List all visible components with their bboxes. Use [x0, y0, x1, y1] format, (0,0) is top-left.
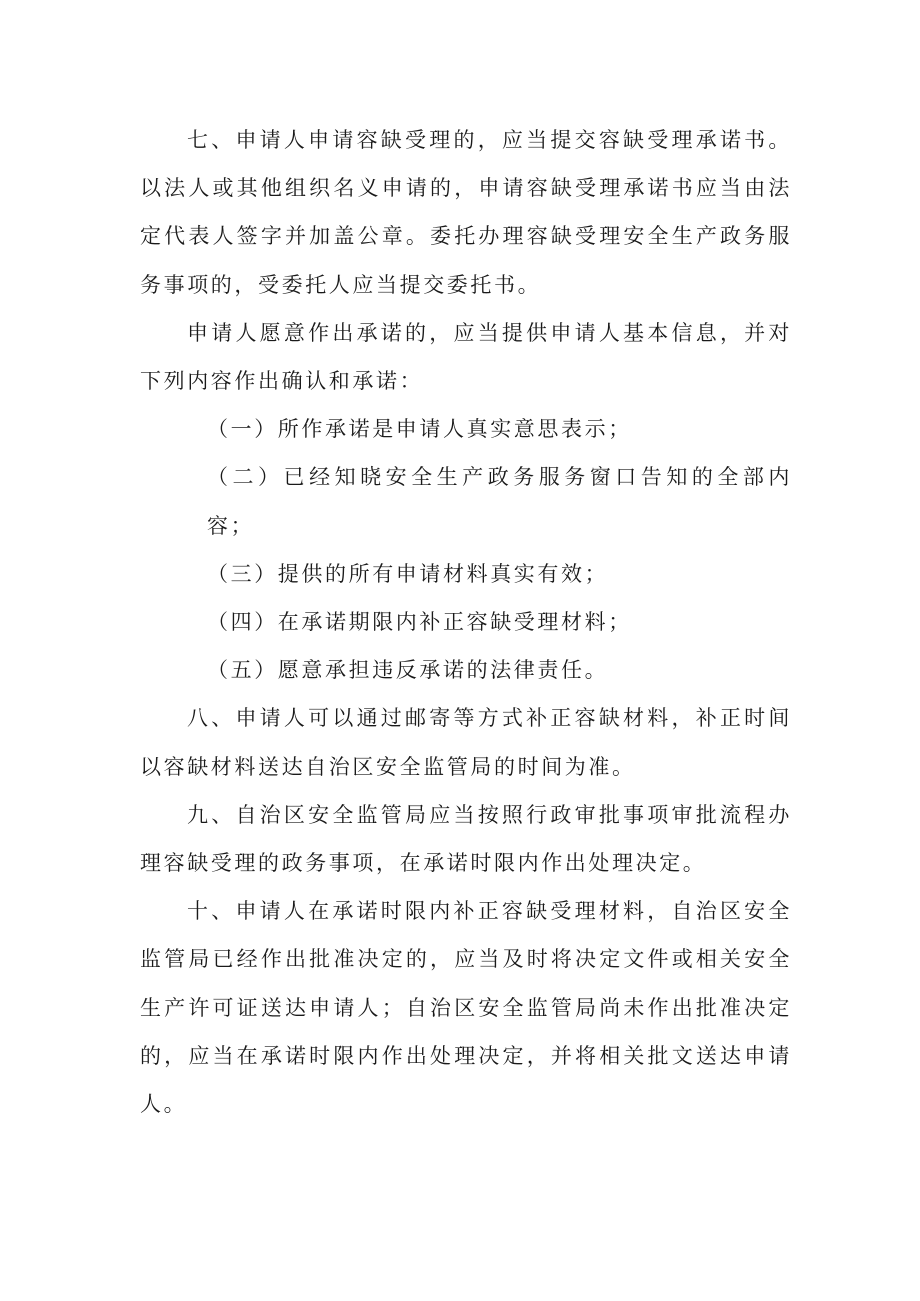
list-item-1: （一）所作承诺是申请人真实意思表示； [207, 417, 632, 442]
list-item-5: （五）愿意承担违反承诺的法律责任。 [207, 658, 609, 683]
list-item-4: （四）在承诺期限内补正容缺受理材料； [207, 610, 632, 635]
list-item-2: （二）已经知晓安全生产政务服务窗口告知的全部内容； [207, 465, 792, 538]
paragraph-commitment-intro: 申请人愿意作出承诺的，应当提供申请人基本信息，并对下列内容作出确认和承诺： [140, 320, 792, 394]
document-body [140, 116, 792, 1128]
list-item-3: （三）提供的所有申请材料真实有效； [207, 561, 609, 586]
paragraph-article-10: 十、申请人在承诺时限内补正容缺受理材料，自治区安全监管局已经作出批准决定的，应当及时将决定文件或相关安全生产许可证送达申请人；自治区安全监管局尚未作出批准决定的，应当在承诺时限内作出处理决定，并将相关批文送达申请人。 [140, 899, 792, 1117]
paragraph-article-8: 八、申请人可以通过邮寄等方式补正容缺材料，补正时间以容缺材料送达自治区安全监管局的时间为准。 [140, 706, 792, 779]
paragraph-article-7: 七、申请人申请容缺受理的，应当提交容缺受理承诺书。以法人或其他组织名义申请的，申请容缺受理承诺书应当由法定代表人签字并加盖公章。委托办理容缺受理安全生产政务服务事项的，受委托人应当提交委托书。 [140, 128, 792, 297]
paragraph-article-9: 九、自治区安全监管局应当按照行政审批事项审批流程办理容缺受理的政务事项，在承诺时限内作出处理决定。 [140, 802, 792, 876]
